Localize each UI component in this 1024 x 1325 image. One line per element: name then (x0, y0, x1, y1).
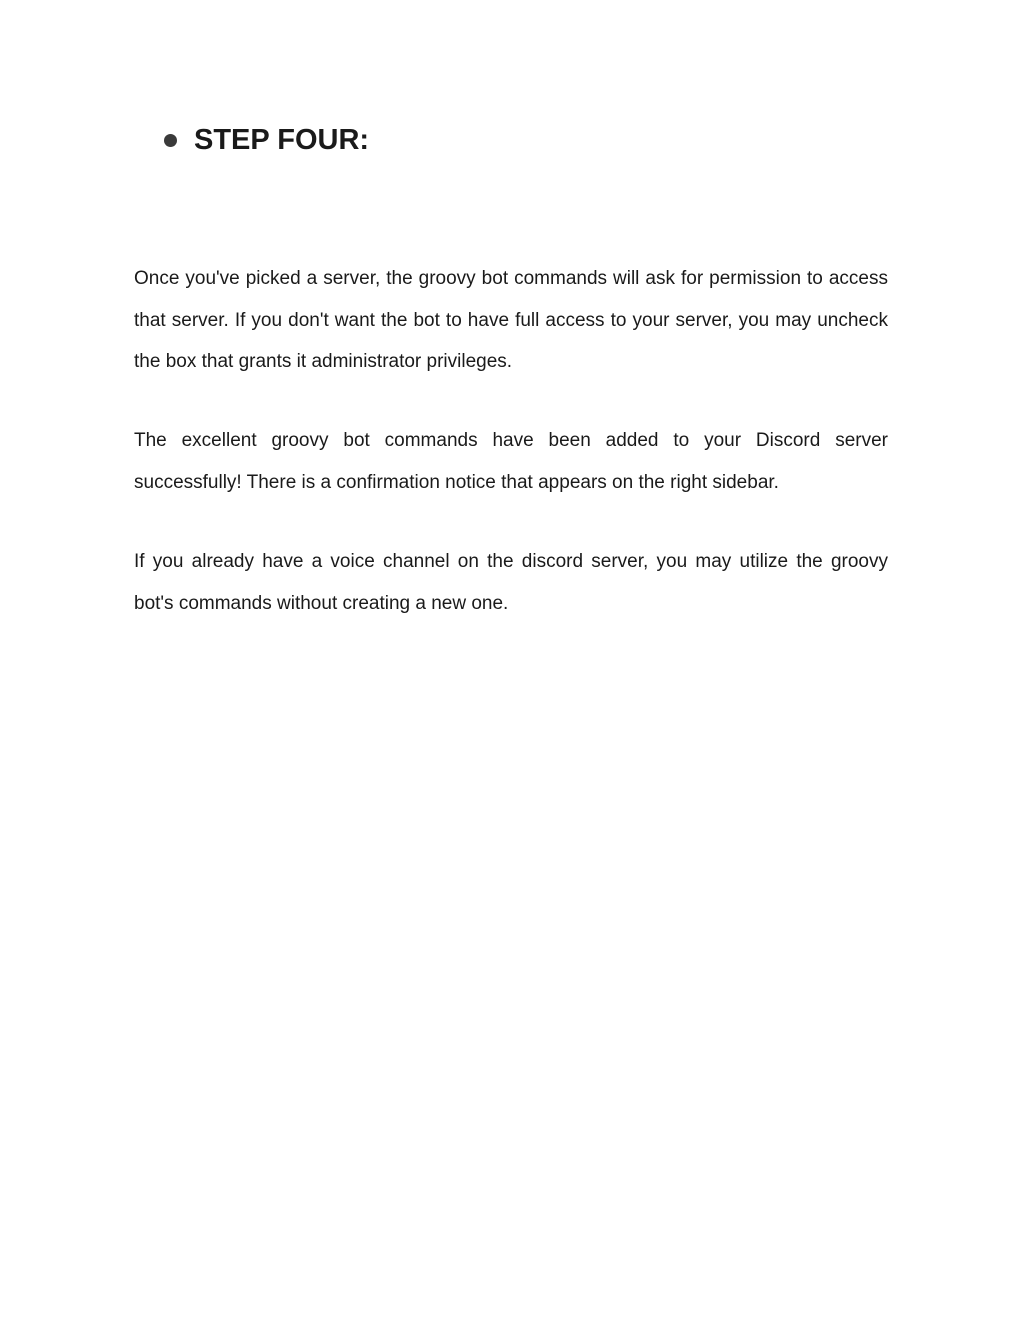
step-heading: STEP FOUR: (194, 124, 370, 156)
bullet-icon (164, 134, 177, 147)
paragraph-permission: Once you've picked a server, the groovy bot commands will ask for permission to access that server. If you don't want the bot to have full access to your server, you may uncheck the box that grants it administrator privileges. (134, 268, 888, 372)
paragraph-voice-channel: If you already have a voice channel on the discord server, you may utilize the groovy bot's commands without creating a new one. (134, 551, 888, 614)
paragraph-confirmation: The excellent groovy bot commands have been added to your Discord server successfully! There is a confirmation notice that appears on the right sidebar. (134, 430, 888, 493)
step-heading-item (164, 118, 369, 162)
